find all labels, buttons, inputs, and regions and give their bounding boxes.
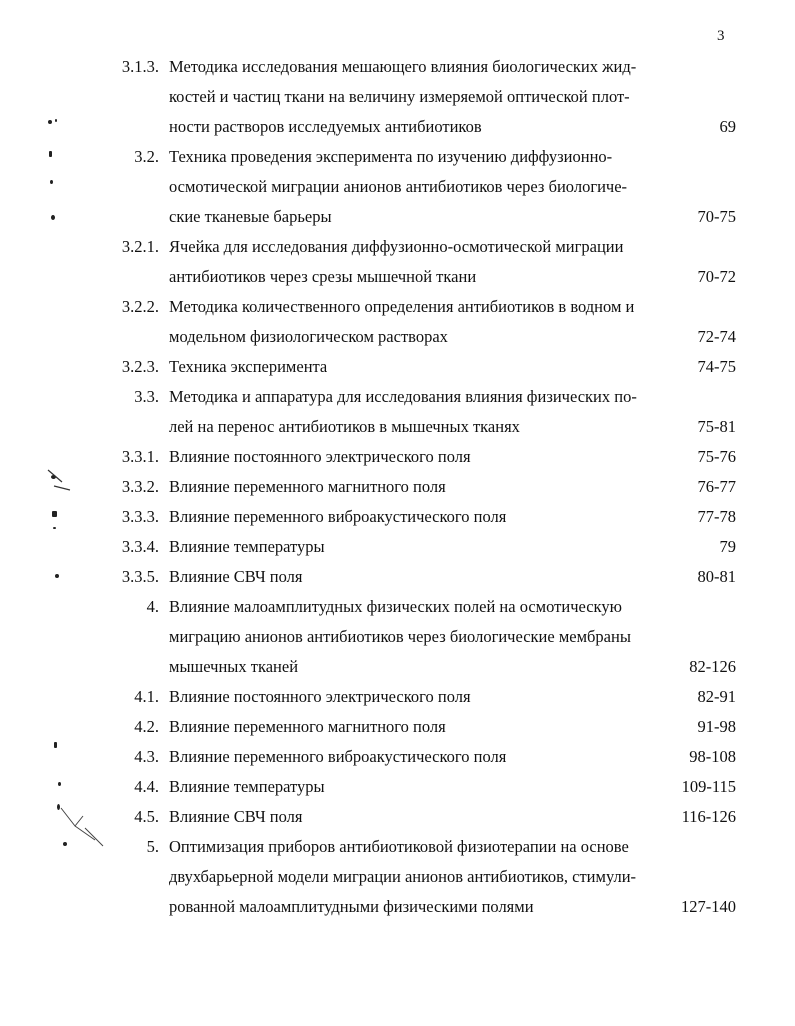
toc-entry-number: 4.3. — [134, 747, 159, 766]
toc-entry-number: 5. — [146, 837, 159, 856]
toc-entry-number: 4.5. — [134, 807, 159, 826]
toc-entry-pages: 127-140 — [681, 897, 736, 916]
toc-entry-number: 3.3.3. — [121, 507, 159, 526]
toc-title-line: Влияние переменного магнитного поля — [169, 477, 446, 496]
toc-title-line: Техника эксперимента — [169, 357, 328, 376]
toc-title-line: модельном физиологическом растворах — [169, 327, 448, 346]
toc-entry-number: 3.3.1. — [121, 447, 159, 466]
toc-title-line: Методика исследования мешающего влияния биологических жид- — [169, 57, 637, 76]
toc-entry-pages: 91-98 — [697, 717, 736, 736]
toc-entry-number: 4.2. — [134, 717, 159, 736]
scan-speck — [54, 742, 57, 748]
toc-title-line: Влияние переменного виброакустического поля — [169, 507, 507, 526]
toc-entry-number: 4.4. — [134, 777, 159, 796]
toc-entry-number: 3.2.3. — [121, 357, 159, 376]
toc-entry-number: 3.2.1. — [121, 237, 159, 256]
toc-title-line: Ячейка для исследования диффузионно-осмотической миграции — [169, 237, 624, 256]
toc-title-line: ности растворов исследуемых антибиотиков — [169, 117, 482, 136]
toc-entry-number: 3.3. — [134, 387, 159, 406]
toc-entry-title — [169, 352, 674, 382]
toc-entry-pages: 79 — [719, 537, 736, 556]
toc-entry — [0, 292, 795, 352]
toc-entry-number: 3.1.3. — [121, 57, 159, 76]
toc-entry-pages: 109-115 — [681, 777, 736, 796]
toc-title-line: Методика и аппаратура для исследования влияния физических по- — [169, 387, 637, 406]
toc-entry — [0, 382, 795, 442]
toc-entry-title — [169, 802, 674, 832]
toc-entry-pages: 69 — [719, 117, 736, 136]
toc-entry — [0, 142, 795, 232]
scan-speck — [52, 511, 57, 517]
toc-entry — [0, 802, 795, 832]
toc-title-line: Оптимизация приборов антибиотиковой физиотерапии на основе — [169, 837, 629, 856]
scan-speck — [55, 119, 57, 122]
toc-entry-pages: 72-74 — [697, 327, 736, 346]
toc-title-line: рованной малоамплитудными физическими полями — [169, 897, 534, 916]
toc-entry-number: 3.2.2. — [121, 297, 159, 316]
scan-speck — [48, 120, 52, 124]
toc-entry-title — [169, 532, 674, 562]
toc-entry-title — [169, 52, 674, 142]
toc-title-line: Влияние СВЧ поля — [169, 807, 303, 826]
toc-title-line: Методика количественного определения антибиотиков в водном и — [169, 297, 635, 316]
toc-title-line: антибиотиков через срезы мышечной ткани — [169, 267, 477, 286]
toc-entry-title — [169, 232, 674, 292]
toc-entry-number: 3.2. — [134, 147, 159, 166]
toc-title-line: Влияние переменного виброакустического поля — [169, 747, 507, 766]
page-number: 3 — [717, 28, 725, 44]
toc-entry — [0, 232, 795, 292]
toc-entry — [0, 742, 795, 772]
toc-title-line: Влияние температуры — [169, 777, 325, 796]
toc-entry-number: 3.3.2. — [121, 477, 159, 496]
toc-entry-number: 4. — [146, 597, 159, 616]
toc-entry-title — [169, 142, 674, 232]
toc-entry-pages: 70-75 — [697, 207, 736, 226]
toc-title-line: Влияние постоянного электрического поля — [169, 447, 471, 466]
toc-entry-pages: 75-76 — [697, 447, 736, 466]
scan-speck — [53, 527, 56, 529]
toc-entry-pages: 74-75 — [697, 357, 736, 376]
toc-entry-title — [169, 382, 674, 442]
toc-entry — [0, 772, 795, 802]
toc-entry — [0, 472, 795, 502]
toc-title-line: двухбарьерной модели миграции анионов антибиотиков, стимули- — [169, 867, 637, 886]
toc-entry-title — [169, 772, 674, 802]
scan-scratch — [55, 800, 115, 860]
scan-speck — [51, 215, 55, 220]
toc-entry — [0, 592, 795, 682]
toc-entry — [0, 532, 795, 562]
toc-title-line: Влияние малоамплитудных физических полей на осмотическую — [169, 597, 622, 616]
toc-entry-title — [169, 742, 674, 772]
toc-title-line: Влияние СВЧ поля — [169, 567, 303, 586]
toc-entry-number: 3.3.4. — [121, 537, 159, 556]
toc-entry — [0, 352, 795, 382]
toc-title-line: Влияние температуры — [169, 537, 325, 556]
toc-entry — [0, 52, 795, 142]
toc-entry-pages: 116-126 — [681, 807, 736, 826]
toc-title-line: Техника проведения эксперимента по изучению диффузионно- — [169, 147, 613, 166]
toc-entry — [0, 682, 795, 712]
toc-entry-title — [169, 292, 674, 352]
toc-entry-number: 4.1. — [134, 687, 159, 706]
toc-entry-title — [169, 472, 674, 502]
toc-title-line: костей и частиц ткани на величину измеряемой оптической плот- — [169, 87, 630, 106]
toc-entry-title — [169, 682, 674, 712]
scan-speck — [50, 180, 53, 184]
toc-entry-title — [169, 712, 674, 742]
toc-entry-pages: 98-108 — [689, 747, 736, 766]
toc-entry — [0, 442, 795, 472]
toc-title-line: ские тканевые барьеры — [169, 207, 332, 226]
toc-entry-title — [169, 442, 674, 472]
toc-entry-title — [169, 562, 674, 592]
toc-entry-pages: 82-126 — [689, 657, 736, 676]
scan-speck — [49, 151, 52, 157]
toc-title-line: Влияние переменного магнитного поля — [169, 717, 446, 736]
toc-entry-pages: 76-77 — [697, 477, 736, 496]
toc-title-line: осмотической миграции анионов антибиотиков через биологиче- — [169, 177, 628, 196]
scan-speck — [55, 574, 59, 578]
toc-entry-pages: 75-81 — [697, 417, 736, 436]
toc-entry — [0, 502, 795, 532]
toc-title-line: миграцию анионов антибиотиков через биологические мембраны — [169, 627, 631, 646]
toc-entry — [0, 712, 795, 742]
toc-title-line: Влияние постоянного электрического поля — [169, 687, 471, 706]
toc-entry-title — [169, 502, 674, 532]
scan-scratch — [40, 460, 80, 500]
toc-entry-pages: 82-91 — [697, 687, 736, 706]
toc-entry-title — [169, 832, 674, 922]
toc-title-line: мышечных тканей — [169, 657, 299, 676]
toc-entry — [0, 562, 795, 592]
toc-entry-title — [169, 592, 674, 682]
toc-title-line: лей на перенос антибиотиков в мышечных тканях — [169, 417, 520, 436]
scan-speck — [58, 782, 61, 786]
toc-entry-pages: 80-81 — [697, 567, 736, 586]
toc-entry-pages: 77-78 — [697, 507, 736, 526]
toc-entry-number: 3.3.5. — [121, 567, 159, 586]
toc-entry — [0, 832, 795, 922]
toc-entry-pages: 70-72 — [697, 267, 736, 286]
